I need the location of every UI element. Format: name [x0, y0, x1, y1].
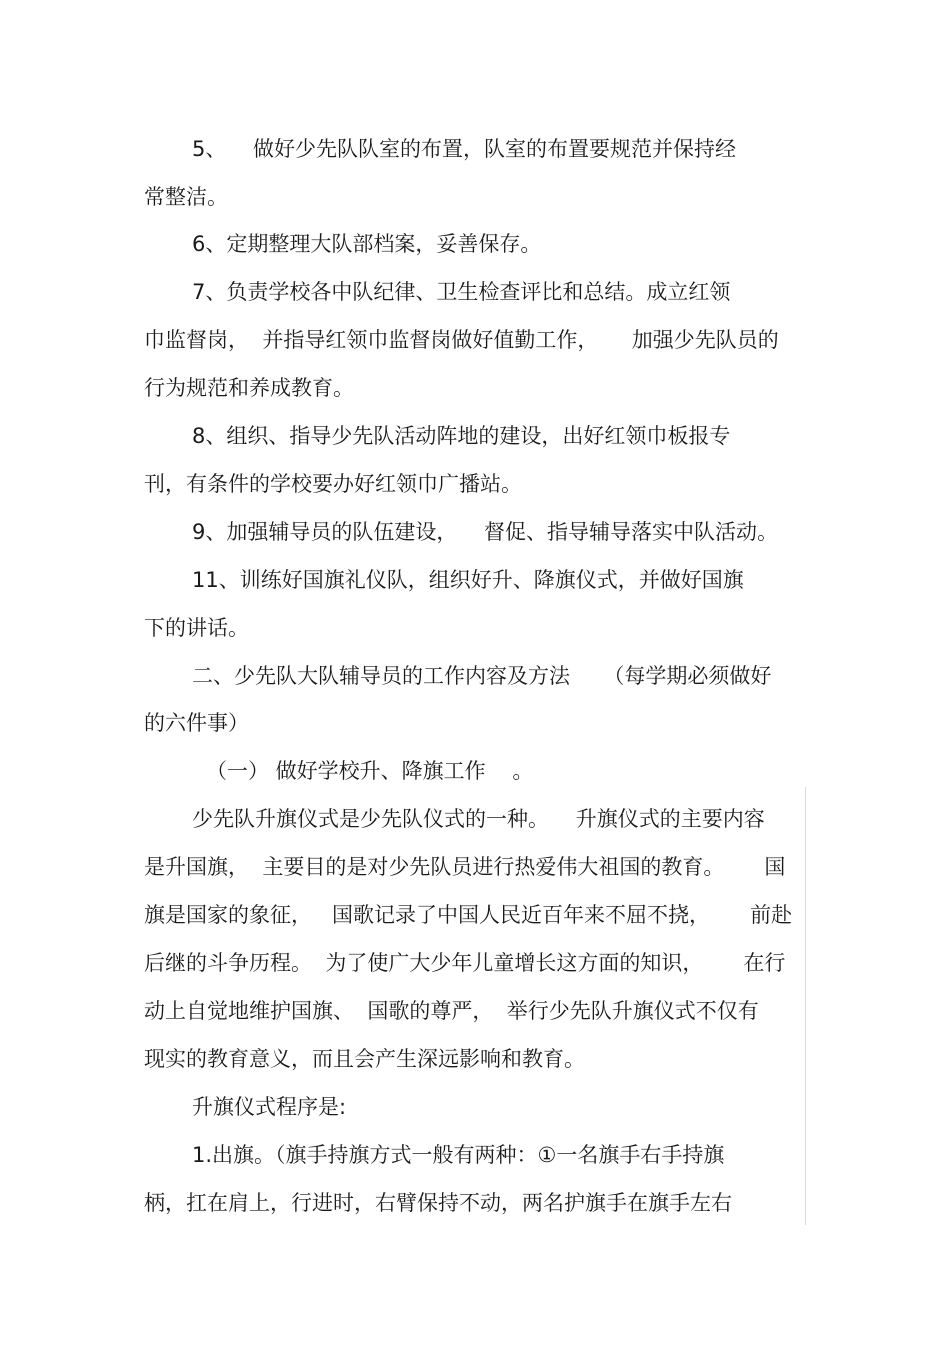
paragraph-item-5-line-2: 常整洁。 — [144, 185, 228, 209]
paragraph-item-7-line-3: 行为规范和养成教育。 — [144, 376, 354, 400]
body-paragraph-line-4: 后继的斗争历程。 为了使广大少年儿童增长这方面的知识， 在行 — [144, 951, 786, 975]
paragraph-item-11-line-1: 11、训练好国旗礼仪队，组织好升、降旗仪式，并做好国旗 — [192, 568, 744, 592]
paragraph-item-8-line-2: 刊，有条件的学校要办好红领巾广播站。 — [144, 472, 522, 496]
paragraph-item-6: 6、定期整理大队部档案，妥善保存。 — [192, 232, 542, 256]
paragraph-item-7-line-1: 7、负责学校各中队纪律、卫生检查评比和总结。成立红领 — [192, 280, 731, 304]
body-paragraph-line-1: 少先队升旗仪式是少先队仪式的一种。 升旗仪式的主要内容 — [192, 807, 765, 831]
margin-rule — [805, 787, 806, 1225]
subsection-heading: （一） 做好学校升、降旗工作 。 — [206, 759, 534, 783]
procedure-step-1-line-1: 1.出旗。（旗手持旗方式一般有两种：①一名旗手右手持旗 — [192, 1143, 725, 1167]
section-heading-line-1: 二、少先队大队辅导员的工作内容及方法 （每学期必须做好 — [192, 664, 772, 688]
body-paragraph-line-5: 动上自觉地维护国旗、 国歌的尊严， 举行少先队升旗仪式不仅有 — [144, 999, 759, 1023]
section-heading-line-2: 的六件事） — [144, 711, 249, 735]
paragraph-item-11-line-2: 下的讲话。 — [144, 616, 249, 640]
paragraph-item-8-line-1: 8、组织、指导少先队活动阵地的建设，出好红领巾板报专 — [192, 424, 731, 448]
body-paragraph-line-2: 是升国旗， 主要目的是对少先队员进行热爱伟大祖国的教育。 国 — [144, 855, 786, 879]
paragraph-item-7-line-2: 巾监督岗， 并指导红领巾监督岗做好值勤工作， 加强少先队员的 — [144, 328, 779, 352]
procedure-heading: 升旗仪式程序是: — [192, 1095, 347, 1119]
body-paragraph-line-3: 旗是国家的象征， 国歌记录了中国人民近百年来不屈不挠， 前赴 — [144, 903, 793, 927]
procedure-step-1-line-2: 柄，扛在肩上，行进时，右臂保持不动，两名护旗手在旗手左右 — [144, 1191, 732, 1215]
paragraph-item-9: 9、加强辅导员的队伍建设， 督促、指导辅导落实中队活动。 — [192, 520, 779, 544]
body-paragraph-line-6: 现实的教育意义，而且会产生深远影响和教育。 — [144, 1047, 585, 1071]
paragraph-item-5-line-1: 5、 做好少先队队室的布置，队室的布置要规范并保持经 — [192, 137, 737, 161]
